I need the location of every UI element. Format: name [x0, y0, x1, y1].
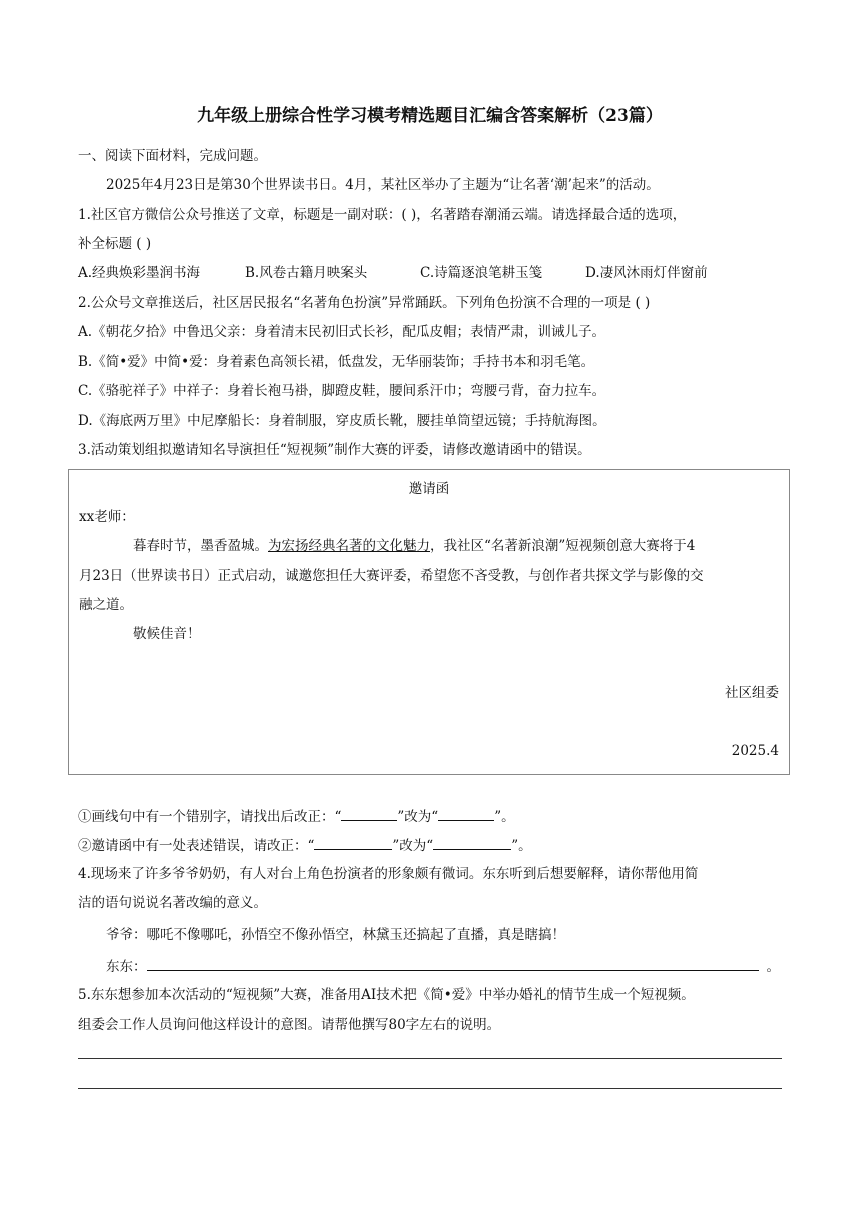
- q1-option-a: A.经典焕彩墨润书海: [78, 265, 201, 281]
- q1-option-b: B.风卷古籍月映案头: [245, 265, 368, 281]
- q3-sub2-text-c: ”。: [511, 838, 532, 854]
- q5-stem-line1: 5.东东想参加本次活动的“短视频”大赛，准备用AI技术把《简•爱》中举办婚礼的情节生成一个短视频。: [78, 987, 695, 1003]
- q4-dongdong-line: [106, 956, 780, 976]
- q4-end-mark: 。: [766, 959, 780, 975]
- intro-text: 2025年4月23日是第30个世界读书日。4月，某社区举办了主题为“让名著‘潮’起来”的活动。: [106, 177, 660, 193]
- q4-answer-blank[interactable]: [147, 956, 759, 971]
- q3-sub1-blank-1[interactable]: [341, 806, 397, 821]
- letter-body-post: ，我社区“名著新浪潮”短视频创意大赛将于4: [430, 538, 696, 554]
- letter-salutation: xx老师：: [79, 509, 135, 525]
- q4-dongdong-label: 东东：: [106, 959, 147, 975]
- letter-date: 2025.4: [731, 743, 779, 759]
- q5-answer-line-1[interactable]: [78, 1058, 782, 1059]
- q1-option-d: D.凄风沐雨灯伴窗前: [585, 265, 708, 281]
- q1-stem-line2: 补全标题 ( ): [78, 236, 152, 252]
- letter-body-line1: [133, 537, 695, 555]
- page-title: 九年级上册综合性学习模考精选题目汇编含答案解析（23篇）: [197, 106, 663, 126]
- q2-option-b: B.《简•爱》中简•爱：身着素色高领长裙，低盘发，无华丽装饰；手持书本和羽毛笔。: [78, 354, 595, 370]
- letter-signature: 社区组委: [725, 685, 779, 701]
- q1-option-c: C.诗篇逐浪笔耕玉笺: [420, 265, 543, 281]
- q1-stem-line1: 1.社区官方微信公众号推送了文章，标题是一副对联：( )，名著踏春潮涌云端。请选择最合适的选项，: [78, 207, 687, 223]
- letter-body-line2: 月23日（世界读书日）正式启动，诚邀您担任大赛评委，希望您不吝受教，与创作者共探文学与影像的交: [79, 568, 704, 584]
- q3-sub1-text-c: ”。: [494, 809, 515, 825]
- q3-sub1: [78, 806, 515, 826]
- q2-option-a: A.《朝花夕拾》中鲁迅父亲：身着清末民初旧式长衫，配瓜皮帽；表情严肃，训诫儿子。: [78, 324, 606, 340]
- letter-body-pre: 暮春时节，墨香盈城。: [133, 538, 268, 554]
- q3-sub1-text-b: ”改为“: [397, 809, 439, 825]
- section-heading: 一、阅读下面材料，完成问题。: [78, 148, 267, 164]
- q5-stem-line2: 组委会工作人员询问他这样设计的意图。请帮他撰写80字左右的说明。: [78, 1017, 501, 1033]
- q3-sub1-text-a: ①画线句中有一个错别字，请找出后改正：“: [78, 809, 342, 825]
- q3-stem: 3.活动策划组拟邀请知名导演担任“短视频”制作大赛的评委，请修改邀请函中的错误。: [78, 442, 591, 458]
- q2-stem: 2.公众号文章推送后，社区居民报名“名著角色扮演”异常踊跃。下列角色扮演不合理的一项是 ( ): [78, 295, 651, 311]
- q4-grandpa-quote: 爷爷：哪吒不像哪吒，孙悟空不像孙悟空，林黛玉还搞起了直播，真是瞎搞！: [106, 927, 565, 943]
- q3-sub2-text-a: ②邀请函中有一处表述错误，请改正：“: [78, 838, 315, 854]
- letter-underlined-sentence: 为宏扬经典名著的文化魅力: [268, 538, 430, 554]
- letter-heading: 邀请函: [408, 481, 450, 497]
- q3-sub2-blank-2[interactable]: [433, 835, 511, 850]
- q3-sub2-blank-1[interactable]: [314, 835, 392, 850]
- letter-body-line3: 融之道。: [79, 597, 133, 613]
- invitation-letter-box: [68, 469, 790, 775]
- q3-sub2-text-b: ”改为“: [392, 838, 434, 854]
- q4-stem-line1: 4.现场来了许多爷爷奶奶，有人对台上角色扮演者的形象颇有微词。东东听到后想要解释，请你帮他用简: [78, 866, 699, 882]
- q3-sub2: [78, 835, 532, 855]
- letter-closing: 敬候佳音！: [133, 626, 201, 642]
- q2-option-d: D.《海底两万里》中尼摩船长：身着制服，穿皮质长靴，腰挂单筒望远镜；手持航海图。: [78, 413, 606, 429]
- q5-answer-line-2[interactable]: [78, 1088, 782, 1089]
- q2-option-c: C.《骆驼祥子》中祥子：身着长袍马褂，脚蹬皮鞋，腰间系汗巾；弯腰弓背，奋力拉车。: [78, 383, 606, 399]
- q3-sub1-blank-2[interactable]: [438, 806, 494, 821]
- q4-stem-line2: 洁的语句说说名著改编的意义。: [78, 895, 267, 911]
